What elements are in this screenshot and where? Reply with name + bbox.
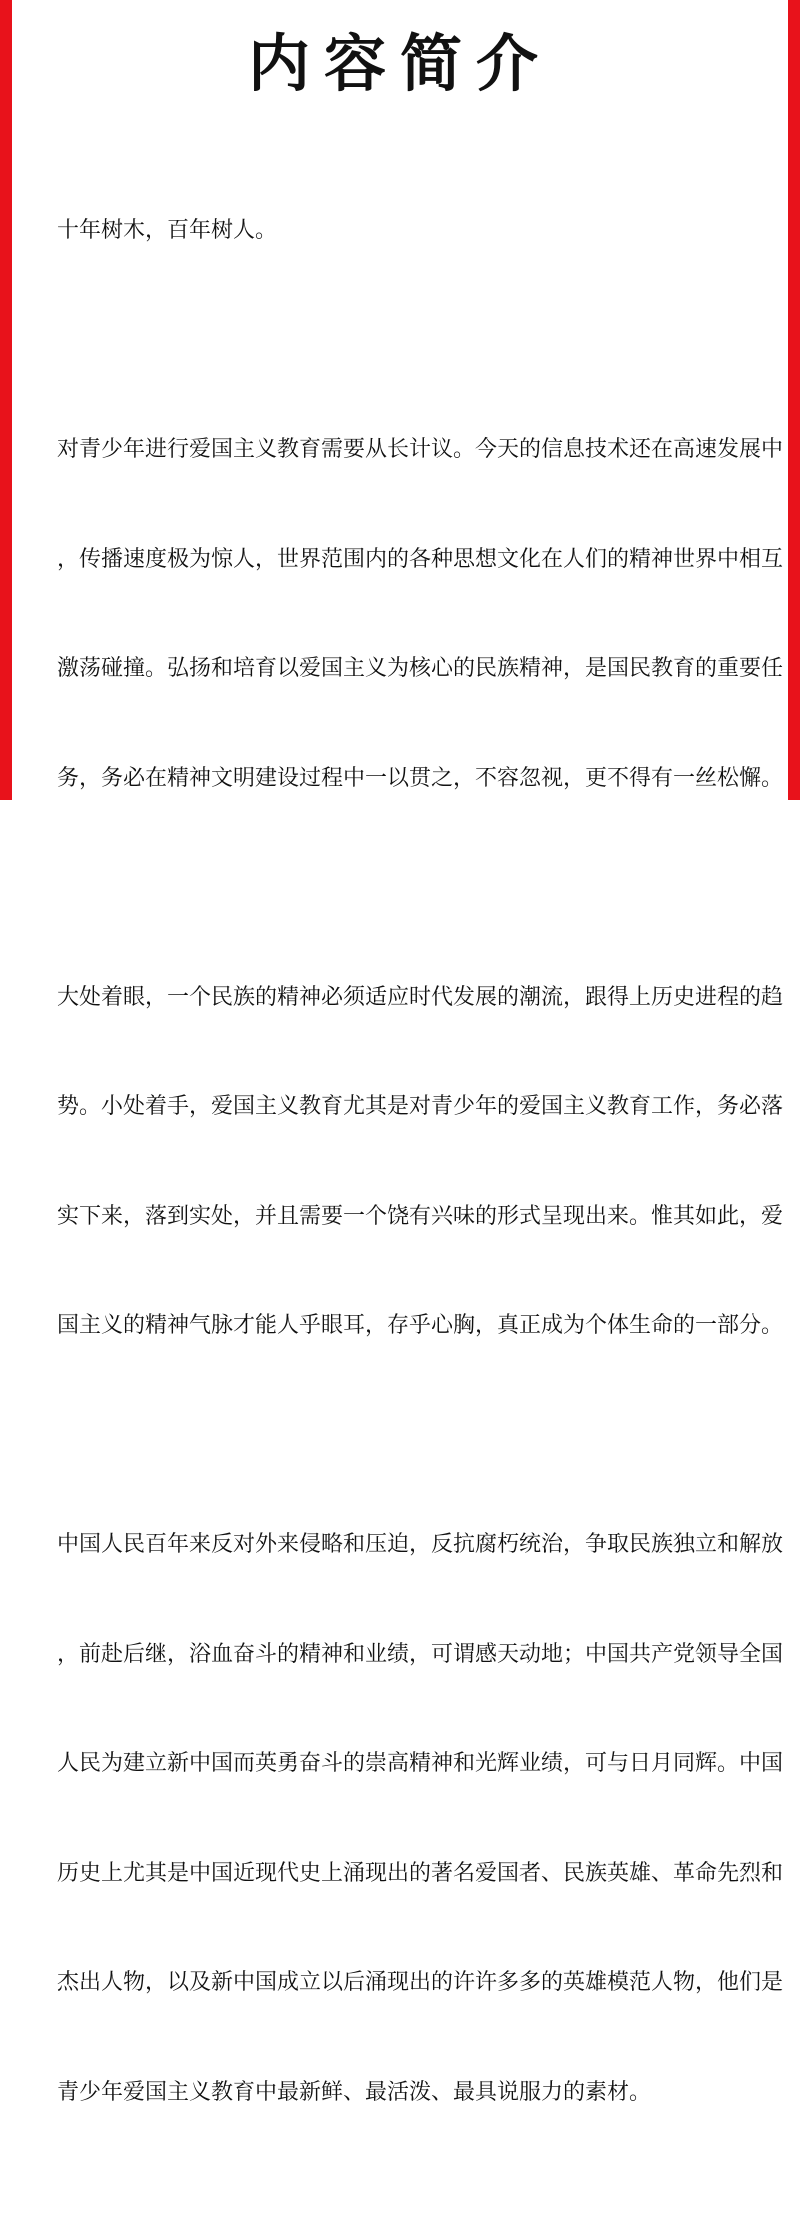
paragraph-1 <box>57 140 747 323</box>
paragraph-line: 务，务必在精神文明建设过程中一以贯之，不容忽视，更不得有一丝松懈。 <box>57 765 784 791</box>
paragraph-line: 历史上尤其是中国近现代史上涌现出的著名爱国者、民族英雄、革命先烈和 <box>57 1860 784 1886</box>
left-red-border <box>0 0 12 800</box>
paragraph-line: 对青少年进行爱国主义教育需要从长计议。今天的信息技术还在高速发展中 <box>57 437 784 462</box>
paragraph-4 <box>57 1454 784 2184</box>
paragraph-line: 大处着眼，一个民族的精神必须适应时代发展的潮流，跟得上历史进程的趋 <box>57 984 784 1010</box>
paragraph-line: 青少年爱国主义教育中最新鲜、最活泼、最具说服力的素材。 <box>57 2079 652 2105</box>
paragraph-line: ，前赴后继，浴血奋斗的精神和业绩，可谓感天动地；中国共产党领导全国 <box>57 1641 784 1667</box>
paragraph-2 <box>57 359 784 870</box>
paragraph-line: 十年树木，百年树人。 <box>57 218 278 243</box>
paragraph-line: 国主义的精神气脉才能人乎眼耳，存乎心胸，真正成为个体生命的一部分。 <box>57 1313 784 1338</box>
paragraph-line: 人民为建立新中国而英勇奋斗的崇高精神和光辉业绩，可与日月同辉。中国 <box>57 1751 784 1776</box>
paragraph-line: 杰出人物，以及新中国成立以后涌现出的许许多多的英雄模范人物，他们是 <box>57 1970 784 1995</box>
page-title: 内容简介 <box>247 27 552 100</box>
paragraph-3 <box>57 907 784 1418</box>
paragraph-line: 激荡碰撞。弘扬和培育以爱国主义为核心的民族精神，是国民教育的重要任 <box>57 656 784 681</box>
paragraph-line: 中国人民百年来反对外来侵略和压迫，反抗腐朽统治，争取民族独立和解放 <box>57 1532 784 1557</box>
right-red-border <box>788 0 800 800</box>
paragraph-line: 势。小处着手，爱国主义教育尤其是对青少年的爱国主义教育工作，务必落 <box>57 1094 784 1119</box>
paragraph-line: 实下来，落到实处，并且需要一个饶有兴味的形式呈现出来。惟其如此，爱 <box>57 1203 784 1229</box>
content-body <box>57 140 784 2221</box>
paragraph-line: ，传播速度极为惊人，世界范围内的各种思想文化在人们的精神世界中相互 <box>57 546 784 572</box>
